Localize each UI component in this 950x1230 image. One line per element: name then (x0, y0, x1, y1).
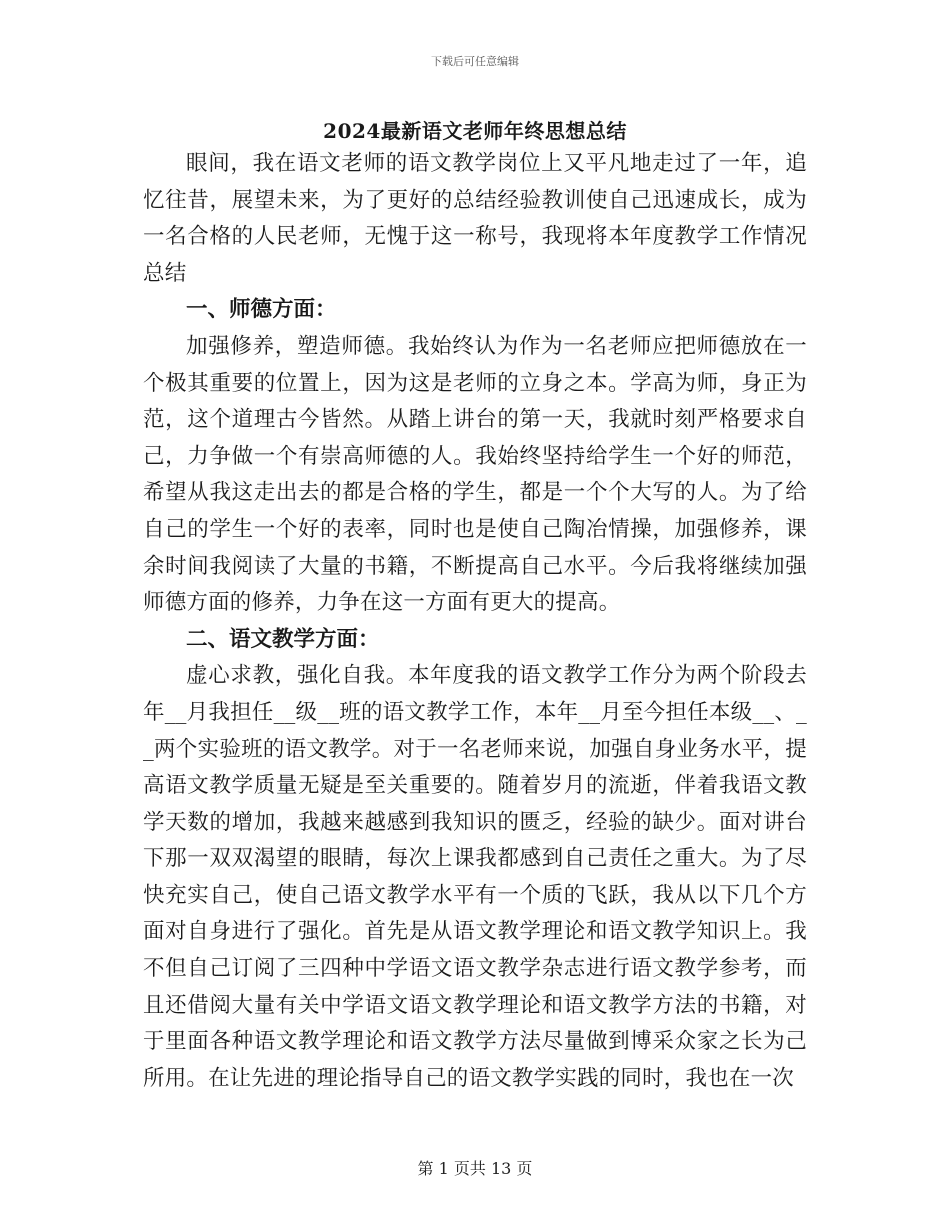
section-heading-ethics: 一、师德方面： (186, 297, 337, 323)
section-paragraph-ethics: 加强修养，塑造师德。我始终认为作为一名老师应把师德放在一个极其重要的位置上，因为这是老师的立身之本。学高为师，身正为范，这个道理古今皆然。从踏上讲台的第一天，我就时刻严格要求自己，力争做一个有崇高师德的人。我始终坚持给学生一个好的师范，希望从我这走出去的都是合格的学生，都是一个个大写的人。为了给自己的学生一个好的表率，同时也是使自己陶冶情操，加强修养，课余时间我阅读了大量的书籍，不断提高自己水平。今后我将继续加强师德方面的修养，力争在这一方面有更大的提高。 (143, 333, 807, 616)
section-heading-teaching: 二、语文教学方面： (186, 626, 380, 652)
header-note: 下载后可任意编辑 (431, 55, 519, 68)
page-number: 第 1 页共 13 页 (417, 1159, 533, 1178)
intro-paragraph: 眼间，我在语文老师的语文教学岗位上又平凡地走过了一年，追忆往昔，展望未来，为了更好的总结经验教训使自己迅速成长，成为一名合格的人民老师，无愧于这一称号，我现将本年度教学工作情况总结 (143, 151, 807, 286)
document-body (143, 146, 807, 1097)
section-paragraph-teaching: 虚心求教，强化自我。本年度我的语文教学工作分为两个阶段去年__月我担任__级__班的语文教学工作，本年__月至今担任本级__、__两个实验班的语文教学。对于一名老师来说，加强自身业务水平，提高语文教学质量无疑是至关重要的。随着岁月的流逝，伴着我语文教学天数的增加，我越来越感到我知识的匮乏，经验的缺少。面对讲台下那一双双渴望的眼睛，每次上课我都感到自己责任之重大。为了尽快充实自己，使自己语文教学水平有一个质的飞跃，我从以下几个方面对自身进行了强化。首先是从语文教学理论和语文教学知识上。我不但自己订阅了三四种中学语文语文教学杂志进行语文教学参考，而且还借阅大量有关中学语文语文教学理论和语文教学方法的书籍，对于里面各种语文教学理论和语文教学方法尽量做到博采众家之长为己所用。在让先进的理论指导自己的语文教学实践的同时，我也在一次 (143, 663, 807, 1091)
document-title: 2024最新语文老师年终思想总结 (323, 119, 627, 143)
